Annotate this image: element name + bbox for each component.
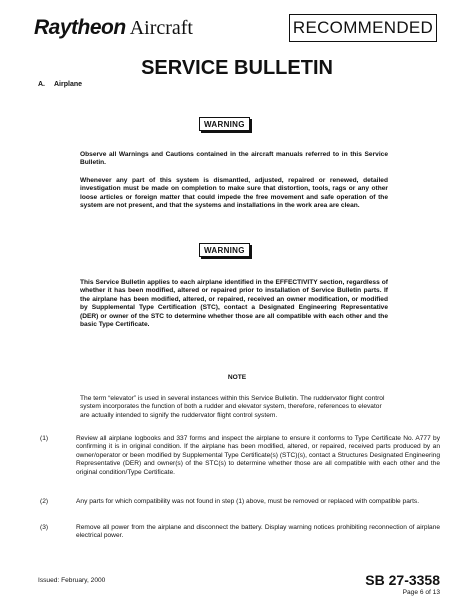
step-text: Remove all power from the airplane and disconnect the battery. Display warning notices prohibiting reconnection of airplane electrical power.	[76, 524, 440, 540]
step-number: (3)	[40, 524, 49, 531]
warning-badge-2: WARNING	[199, 243, 250, 257]
warning-badge-1: WARNING	[199, 117, 250, 131]
step-item	[40, 498, 440, 506]
bulletin-number: SB 27-3358	[365, 572, 440, 588]
page-number: Page 6 of 13	[402, 589, 440, 596]
step-item	[40, 435, 440, 477]
brand-subtitle: Aircraft	[129, 17, 193, 39]
warning-paragraph-2: Whenever any part of this system is dismantled, adjusted, repaired or renewed, detailed investigation must be made on completion to make sure that distortion, tools, rags or any other loose articles or foreign matter that could impede the free movement and safe operation of the system are not present, and that the systems and installations in the work area are clean.	[80, 177, 388, 210]
step-number: (1)	[40, 435, 49, 442]
document-title: SERVICE BULLETIN	[141, 57, 333, 79]
recommended-box: RECOMMENDED	[289, 14, 437, 42]
brand-name: Raytheon	[34, 16, 126, 39]
note-body: The term “elevator” is used in several instances within this Service Bulletin. The ruddervator flight control system incorporates the function of both a rudder and elevator system, therefore, references to elevator are actually intended to signify the ruddervator flight control system.	[80, 395, 385, 419]
warning-paragraph-1: Observe all Warnings and Cautions contained in the aircraft manuals referred to in this Service Bulletin.	[80, 151, 388, 167]
note-heading: NOTE	[227, 374, 247, 381]
step-text: Review all airplane logbooks and 337 forms and inspect the airplane to ensure it conforms to Type Certificate No. A777 by confirming it is in original condition. If the airplane has been modified, altered, or repaired, received parts produced by an owner/operator or been modified by Supplemental Type Certificate(s) (STC)(s), contact a Structures Designated Engineering Representative (DER) and owner(s) of the STC(s) to determine whether those are all compatible with each other and the original condition/Type Certificate.	[76, 435, 440, 476]
company-logo	[34, 16, 193, 40]
step-text: Any parts for which compatibility was not found in step (1) above, must be removed or replaced with compatible parts.	[76, 498, 420, 505]
step-item	[40, 524, 440, 541]
issue-date: Issued: February, 2000	[38, 577, 106, 584]
warning-paragraph-3: This Service Bulletin applies to each airplane identified in the EFFECTIVITY section, regardless of whether it has been modified, altered or repaired prior to installation of Service Bulletin parts. If the airplane has been modified, altered, or repaired, received an owner modification, or modified by Supplemental Type Certification (STC), contact a Designated Engineering Representative (DER) or owner of the STC to determine whether those are all compatible with each other and the basic Type Certificate.	[80, 279, 388, 329]
section-label: Airplane	[54, 81, 83, 88]
section-heading	[38, 81, 82, 88]
section-number: A.	[38, 81, 45, 88]
step-number: (2)	[40, 498, 49, 505]
